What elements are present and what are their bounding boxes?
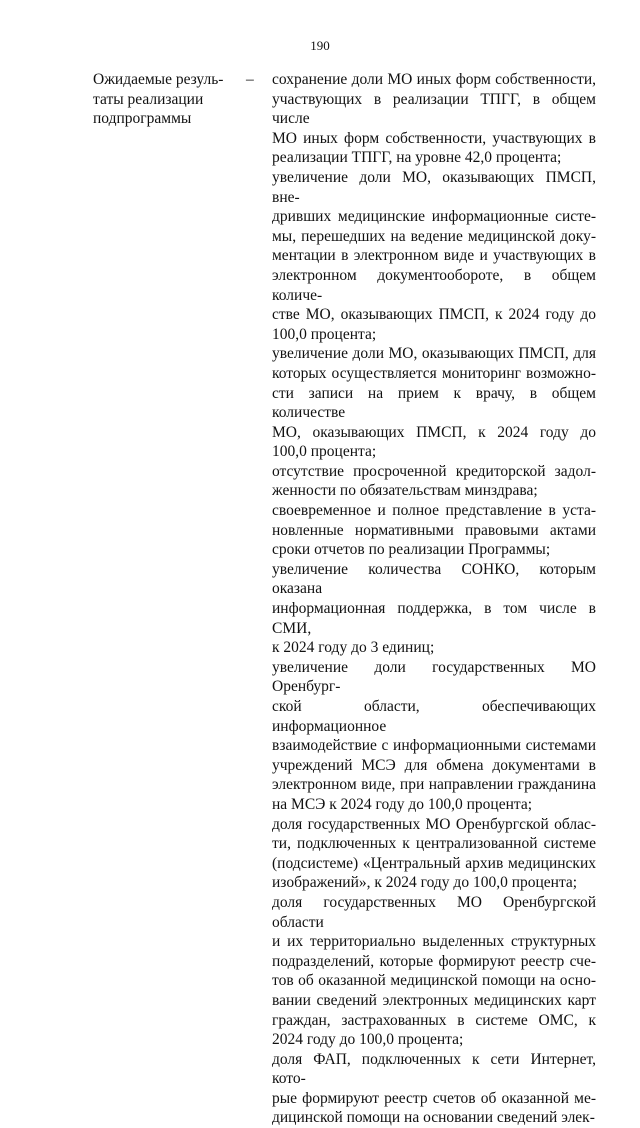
result-item-line: взаимодействие с информационными системами: [272, 737, 596, 755]
result-item: [272, 501, 596, 560]
result-item: [272, 168, 596, 344]
result-item-line: увеличение доли МО, оказывающих ПМСП, для: [272, 345, 596, 363]
result-item-line: 100,0 процента;: [272, 443, 377, 461]
result-item-line: дривших медицинские информационные систе-: [272, 208, 596, 226]
result-item-line: МО, оказывающих ПМСП, к 2024 году до: [272, 423, 596, 441]
result-item-line: тов об оказанной медицинской помощи на осно-: [272, 972, 596, 990]
results-list: [272, 70, 596, 1128]
result-item-line: МО иных форм собственности, участвующих в: [272, 129, 596, 147]
result-item-line: стве МО, оказывающих ПМСП, к 2024 году до: [272, 306, 596, 324]
result-item-line: электронном виде, при направлении гражданина: [272, 776, 596, 794]
result-item-line: подразделений, которые формируют реестр сче-: [272, 952, 596, 970]
result-item-line: сти записи на прием к врачу, в общем количестве: [272, 384, 596, 422]
result-item-line: 100,0 процента;: [272, 325, 377, 343]
result-item: [272, 560, 596, 658]
result-item-line: электронном документообороте, в общем количе-: [272, 266, 596, 304]
result-item-line: изображений», к 2024 году до 100,0 процента;: [272, 874, 578, 892]
result-item: [272, 70, 596, 168]
result-item-line: (подсистеме) «Центральный архив медицинских: [272, 854, 596, 872]
result-item-line: сроки отчетов по реализации Программы;: [272, 541, 551, 559]
result-item-line: ти, подключенных к централизованной системе: [272, 835, 596, 853]
result-item-line: сохранение доли МО иных форм собственности,: [272, 71, 596, 88]
result-item-line: ментации в электронном виде и участвующих в: [272, 247, 596, 265]
result-item: [272, 893, 596, 1050]
result-item: [272, 815, 596, 893]
row-label: [93, 70, 243, 129]
result-item-line: мы, перешедших на ведение медицинской доку-: [272, 227, 596, 245]
row-label-line: Ожидаемые резуль-: [93, 71, 224, 88]
result-item-line: информационная поддержка, в том числе в СМИ,: [272, 600, 596, 637]
result-item-line: своевременное и полное представление в уста-: [272, 502, 596, 520]
result-item-line: 2024 году до 100,0 процента;: [272, 1031, 464, 1049]
result-item-line: новленные нормативными правовыми актами: [272, 521, 596, 539]
result-item-line: доля государственных МО Оренбургской области: [272, 893, 596, 931]
result-item-line: дицинской помощи на основании сведений элек-: [272, 1109, 595, 1127]
result-item: [272, 658, 596, 815]
page-number: 190: [310, 38, 330, 53]
result-item: [272, 344, 596, 462]
result-item-line: ской области, обеспечивающих информационное: [272, 698, 596, 735]
result-item-line: учреждений МСЭ для обмена документами в: [272, 756, 596, 774]
result-item-line: доля государственных МО Оренбургской облас-: [272, 815, 596, 833]
result-item-line: увеличение доли государственных МО Оренбург-: [272, 658, 596, 696]
result-item-line: и их территориально выделенных структурных: [272, 933, 596, 951]
result-item-line: увеличение количества СОНКО, которым оказана: [272, 560, 596, 598]
result-item-line: доля ФАП, подключенных к сети Интернет, кото-: [272, 1050, 596, 1088]
result-item-line: на МСЭ к 2024 году до 100,0 процента;: [272, 795, 533, 813]
result-item-line: участвующих в реализации ТПГГ, в общем числе: [272, 90, 596, 128]
result-item-line: к 2024 году до 3 единиц;: [272, 639, 435, 657]
result-item-line: женности по обязательствам минздрава;: [272, 482, 538, 500]
result-item-line: увеличение доли МО, оказывающих ПМСП, вне-: [272, 168, 596, 206]
result-item-line: вании сведений электронных медицинских карт: [272, 991, 596, 1009]
row-label-line: таты реализации: [93, 90, 204, 108]
row-label-line: подпрограммы: [93, 110, 192, 128]
result-item: [272, 462, 596, 501]
result-item-line: реализации ТПГГ, на уровне 42,0 процента;: [272, 149, 562, 167]
result-item-line: граждан, застрахованных в системе ОМС, к: [272, 1011, 596, 1029]
dash-separator: –: [246, 71, 254, 88]
result-item-line: отсутствие просроченной кредиторской задол-: [272, 462, 596, 480]
result-item-line: которых осуществляется мониторинг возможно-: [272, 364, 596, 382]
result-item: [272, 1050, 596, 1128]
result-item-line: рые формируют реестр счетов об оказанной ме-: [272, 1089, 596, 1107]
